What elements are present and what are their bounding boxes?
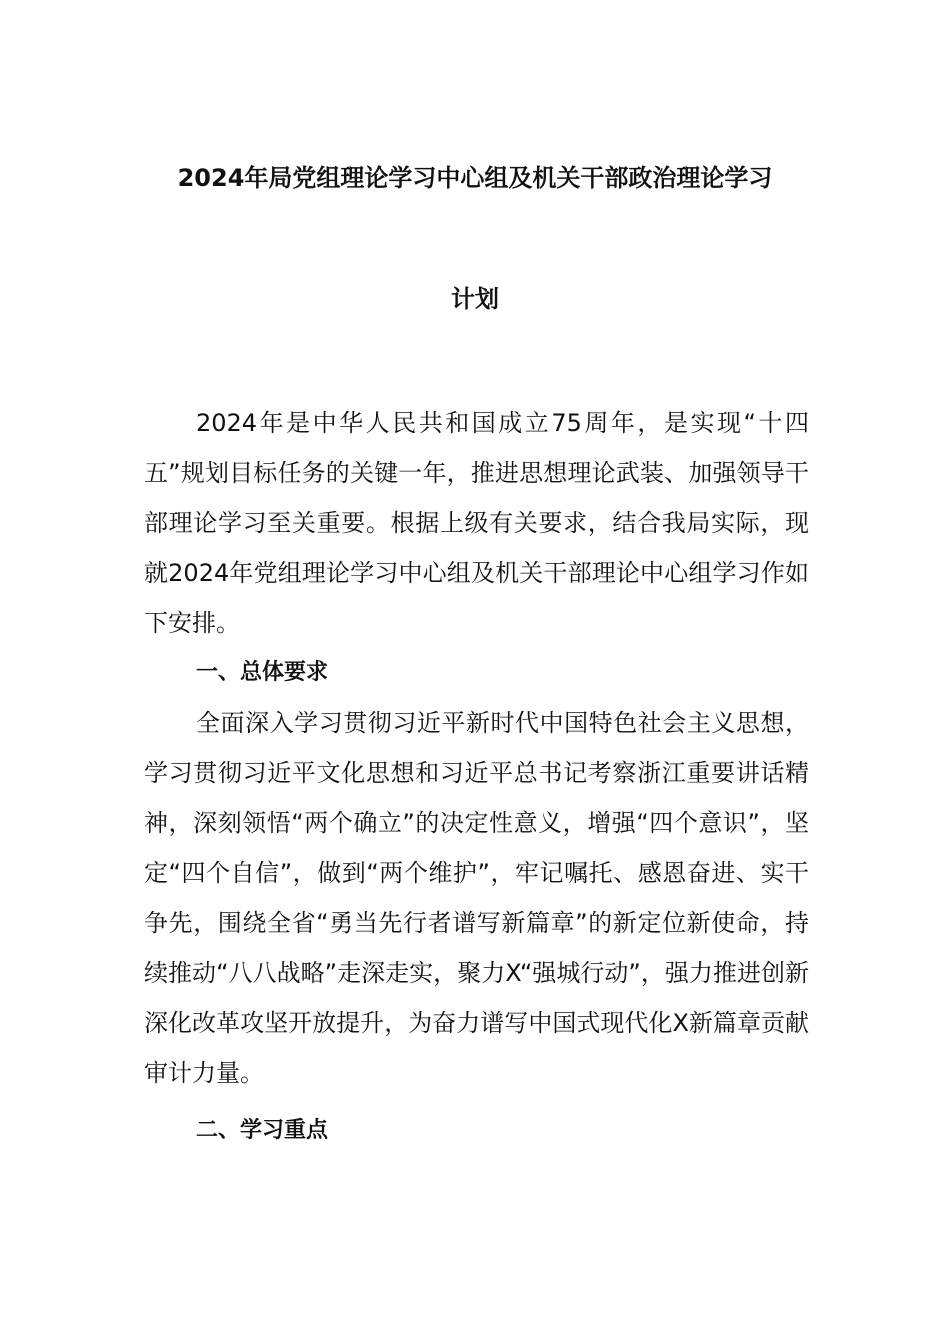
document-body — [144, 398, 809, 1156]
document-title: 2024年局党组理论学习中心组及机关干部政治理论学习 — [177, 164, 773, 192]
section-heading-study-focus: 二、学习重点 — [196, 1118, 329, 1143]
section-heading-general-requirements: 一、总体要求 — [196, 660, 329, 685]
intro-paragraph: 2024年是中华人民共和国成立75周年，是实现“十四五”规划目标任务的关键一年，推进思想理论武装、加强领导干部理论学习至关重要。根据上级有关要求，结合我局实际，现就2024年党组理论学习中心组及机关干部理论中心组学习作如下安排。 — [144, 409, 809, 637]
general-requirements-paragraph: 全面深入学习贯彻习近平新时代中国特色社会主义思想，学习贯彻习近平文化思想和习近平总书记考察浙江重要讲话精神，深刻领悟“两个确立”的决定性意义，增强“四个意识”，坚定“四个自信”，做到“两个维护”，牢记嘱托、感恩奋进、实干争先，围绕全省“勇当先行者谱写新篇章”的新定位新使命，持续推动“八八战略”走深走实，聚力X“强城行动”，强力推进创新深化改革攻坚开放提升，为奋力谱写中国式现代化X新篇章贡献审计力量。 — [144, 709, 809, 1087]
document-title-continuation: 计划 — [451, 285, 499, 313]
